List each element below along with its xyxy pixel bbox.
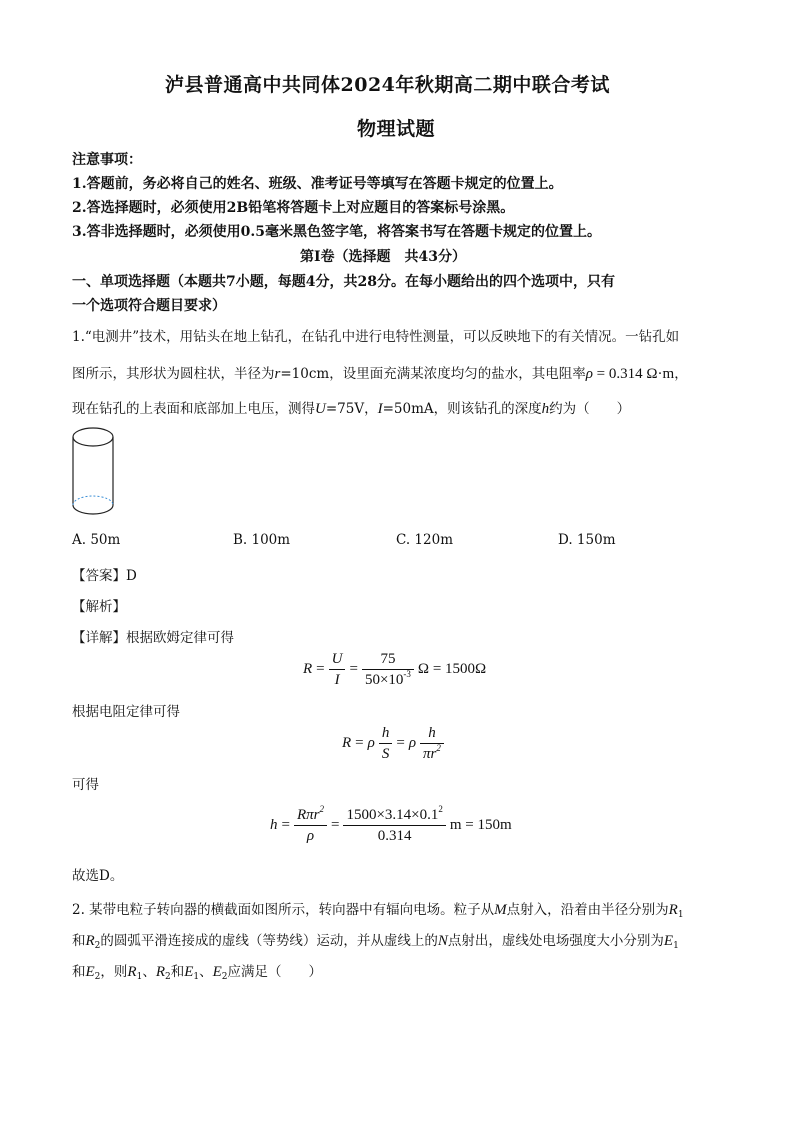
exam-title: 泸县普通高中共同体2024年秋期高二期中联合考试 [165,74,610,96]
q1-analysis-label: 【解析】 [72,599,126,615]
notice-item-1: 1.答题前，务必将自己的姓名、班级、准考证号等填写在答题卡规定的位置上。 [72,176,563,192]
q1-stem-line1: 1.“电测井”技术，用钻头在地上钻孔，在钻孔中进行电特性测量，可以反映地下的有关情况。一钻孔如 [72,329,680,345]
q1-text-resistance-law: 根据电阻定律可得 [72,704,180,720]
q2-stem-line3: 和$E_2$，则$R_1$、$R_2$和$E_1$、$E_2$应满足（ ） [72,964,323,982]
part1-heading: 第Ⅰ卷（选择题 共43分） [300,249,467,265]
q1-equation-depth: h = $\frac{R\pi r^2}{\rho}$ = $\frac{1500\times 3.14\times 0.1^2}{0.314}$ m = 150m [270,804,512,844]
q1-option-d: D. 150m [558,532,616,548]
exam-subtitle: 物理试题 [357,118,436,140]
q2-stem-line1: 2. 某带电粒子转向器的横截面如图所示，转向器中有辐向电场。粒子从M点射入，沿着由半径分别为$R_1$ [72,902,684,920]
section-heading-line2: 一个选项符合题目要求） [72,298,226,314]
q1-equation-ohm: R = $\frac{U}{I}$ = $\frac{75}{50\times 10^{-3}}$ Ω = 1500Ω [303,651,487,688]
q1-cylinder-figure [70,425,118,517]
q2-stem-line2: 和$R_2$的圆弧平滑连接成的虚线（等势线）运动，并从虚线上的N点射出，虚线处电场强度大小分别为$E_1$ [72,933,679,951]
q1-stem-line2: 图所示，其形状为圆柱状，半径为r=10cm，设里面充满某浓度均匀的盐水，其电阻率ρ = 0.314 Ω·m， [72,366,688,382]
q1-option-a: A. 50m [72,532,121,548]
q1-detail-label: 【详解】根据欧姆定律可得 [72,630,234,646]
q1-equation-resistance: R = ρ $\frac{h}{S}$ = ρ $\frac{h}{\pi r^2}$ [342,724,444,763]
q1-answer: 【答案】D [72,568,137,584]
section-heading-line1: 一、单项选择题（本题共7小题，每题4分，共28分。在每小题给出的四个选项中，只有 [72,274,615,290]
q1-stem-line3: 现在钻孔的上表面和底部加上电压，测得U=75V，I=50mA，则该钻孔的深度h约为（ ） [72,401,631,417]
notice-item-3: 3.答非选择题时，必须使用0.5毫米黑色签字笔，将答案书写在答题卡规定的位置上。 [72,224,601,240]
q1-option-c: C. 120m [396,532,453,548]
q1-conclusion: 故选D。 [72,868,124,884]
q1-text-get: 可得 [72,777,99,793]
notice-heading: 注意事项： [72,152,142,168]
notice-item-2: 2.答选择题时，必须使用2B铅笔将答题卡上对应题目的答案标号涂黑。 [72,200,515,216]
q1-option-b: B. 100m [233,532,291,548]
